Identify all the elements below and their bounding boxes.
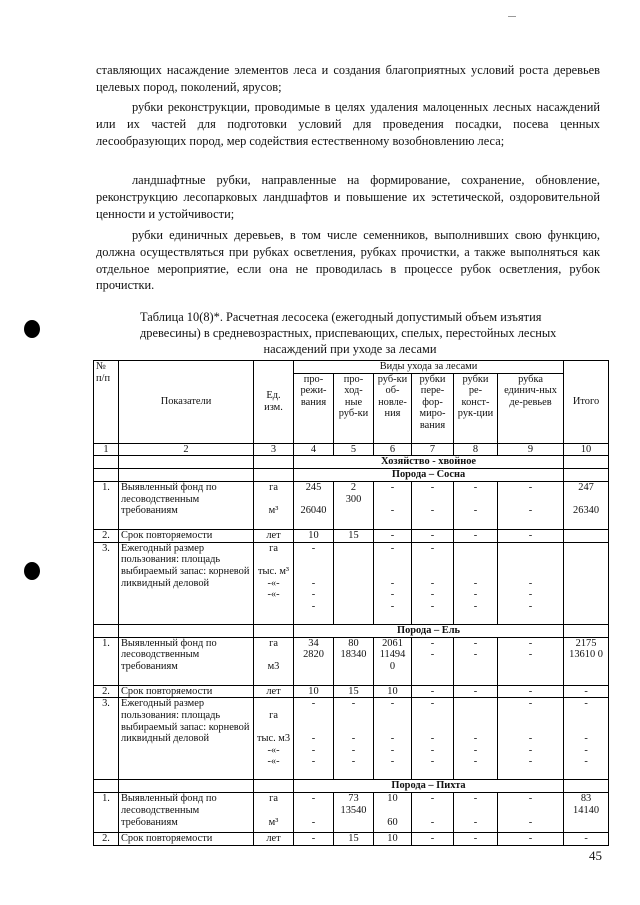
unit-cell: лет [254,530,294,543]
dash: - [430,600,435,612]
row-number: 1. [94,637,119,685]
data-cell: - [454,685,498,698]
value: - [311,793,316,805]
col-num: 3 [254,443,294,456]
dash: - [430,756,435,768]
data-cell [374,793,412,833]
row-label: Выявленный фонд по лесоводственным требованиям [119,637,254,685]
data-cell [454,482,498,530]
row-number: 1. [94,793,119,833]
page-number: 45 [589,848,602,863]
data-cell [374,542,412,624]
unit-cell [254,542,294,624]
header-thinning: про-режи-вания [294,373,334,443]
dash: - [473,577,478,589]
row-label: Ежегодный размер пользования: площадь выбираемый запас: корневой ликвидный деловой [119,698,254,780]
data-cell [294,637,334,685]
value: 2820 [303,649,324,661]
paragraph-4: рубки единичных деревьев, в том числе семенников, выполнивших свою функцию, должна осуществляться при рубках осветления, рубках прочистки, а также выполняться как отдельное мероприятие, если она не проводилась в процессе рубок осветления, рубок прочистки. [96,228,600,293]
value: - [473,505,478,517]
value: - [430,649,435,661]
value: 26040 [300,505,327,517]
dash: - [311,589,316,601]
data-cell [334,482,374,530]
value: 14140 [573,804,600,816]
column-numbers-row [94,443,609,456]
unit-ga: га [269,482,278,494]
data-cell: - [564,685,609,698]
data-cell: 10 [374,685,412,698]
data-cell [412,698,454,780]
row-label: Срок повторяемости [119,530,254,543]
data-cell [454,542,498,624]
unit-cell [254,793,294,833]
header-passing-cuts: про-ход-ные руб-ки [334,373,374,443]
dash: - [311,577,316,589]
ditto: -«- [267,589,280,601]
dash: - [390,542,395,554]
header-unit: Ед. изм. [254,361,294,444]
dash: - [430,733,435,745]
table-caption [140,309,600,357]
dash: - [473,756,478,768]
data-cell [564,530,609,543]
table-row [94,698,609,780]
value: 26340 [573,505,600,517]
data-cell: - [454,530,498,543]
data-cell: - [564,833,609,846]
dash: - [390,733,395,745]
row-number: 2. [94,530,119,543]
data-cell [334,637,374,685]
unit-cell: лет [254,685,294,698]
value: - [430,637,435,649]
data-cell [374,482,412,530]
data-cell: 15 [334,833,374,846]
data-cell [374,637,412,685]
dash: - [528,744,533,756]
value: - [528,816,533,828]
data-cell [498,482,564,530]
value: 2 [350,482,357,494]
col-num: 1 [94,443,119,456]
header-reconstruction-cuts: рубки ре-конст-рук-ции [454,373,498,443]
header-indicators: Показатели [119,361,254,444]
value: 83 [580,793,592,805]
data-cell [412,637,454,685]
dash: - [311,744,316,756]
dash: - [473,733,478,745]
section-farm: Хозяйство - хвойное [294,456,564,469]
dash: - [351,744,356,756]
data-cell [454,793,498,833]
header-reformation-cuts: рубки пере-фор-миро-вания [412,373,454,443]
dash: - [311,600,316,612]
table-row [94,530,609,543]
value: - [473,793,478,805]
value: 73 [348,793,359,805]
value: - [430,482,435,494]
dash: - [390,600,395,612]
dash: - [584,698,588,710]
dash: - [473,589,478,601]
dash: - [528,577,533,589]
value: 13610 0 [569,649,603,661]
dash: - [584,756,588,768]
table-row [94,637,609,685]
value: - [311,816,316,828]
dash: - [584,733,588,745]
dash: - [351,698,356,710]
header-number: № п/п [94,361,119,444]
value: - [390,505,395,517]
data-cell: - [374,530,412,543]
unit-tys-m3: тыс. м³ [257,565,290,577]
value: - [473,482,478,494]
punch-hole-top [24,320,40,338]
value: 300 [345,493,362,505]
unit-m3: м³ [268,505,279,517]
col-num: 9 [498,443,564,456]
value: - [430,505,435,517]
ditto: -«- [267,756,280,768]
unit-ga: га [269,637,278,649]
value: - [473,649,478,661]
value: - [528,482,533,494]
dash: - [528,600,533,612]
dash: - [390,589,395,601]
data-cell [412,542,454,624]
paragraph-3: ландшафтные рубки, направленные на формирование, сохранение, обновление, реконструкцию лесопарковых ландшафтов и повышение их эстетической, оздоровительной ценности и устойчивости; [96,173,600,221]
table-row [94,542,609,624]
data-cell [498,793,564,833]
value: - [473,637,478,649]
value: 2175 [575,637,597,649]
value: - [473,816,478,828]
data-cell: - [498,530,564,543]
value: - [528,649,533,661]
row-number: 2. [94,833,119,846]
forest-cutting-table [93,360,609,846]
dash: - [430,577,435,589]
punch-hole-bottom [24,562,40,580]
unit-cell [254,698,294,780]
dash: - [430,542,435,554]
caption-line-2: древесины) в средневозрастных, приспевающих, спелых, перестойных лесных [140,326,557,340]
unit-cell: лет [254,833,294,846]
dash: - [311,733,316,745]
col-num: 6 [374,443,412,456]
data-cell: - [498,833,564,846]
data-cell [564,793,609,833]
data-cell [454,637,498,685]
data-cell [564,482,609,530]
ditto: -«- [267,577,280,589]
data-cell: 15 [334,685,374,698]
value: 10 [387,793,398,805]
dash: - [311,756,316,768]
data-cell: 10 [294,530,334,543]
caption-line-3: насаждений при уходе за лесами [263,342,437,356]
dash: - [390,744,395,756]
dash: - [430,589,435,601]
col-num: 10 [564,443,609,456]
breed-spruce: Порода – Ель [294,624,564,637]
value: 18340 [340,649,367,661]
data-cell [412,793,454,833]
data-cell [294,793,334,833]
value: - [430,816,435,828]
dash: - [584,744,588,756]
unit-cell [254,637,294,685]
unit-cell [254,482,294,530]
row-label: Ежегодный размер пользования: площадь выбираемый запас: корневой ликвидный деловой [119,542,254,624]
row-label: Срок повторяемости [119,833,254,846]
col-num: 7 [412,443,454,456]
data-cell: - [294,833,334,846]
data-cell [498,698,564,780]
dash: - [311,698,316,710]
col-num: 2 [119,443,254,456]
table-row [94,793,609,833]
dash: - [390,577,395,589]
value: 13540 [340,804,367,816]
data-cell: - [412,685,454,698]
data-cell: - [498,685,564,698]
data-cell: - [454,833,498,846]
data-cell [294,482,334,530]
value: - [528,637,533,649]
header-single-tree-cuts: рубка единич-ных де-ревьев [498,373,564,443]
dash: - [528,589,533,601]
dash: - [390,756,395,768]
data-cell: 15 [334,530,374,543]
dash: - [528,733,533,745]
data-cell [564,637,609,685]
data-cell: 10 [294,685,334,698]
header-renewal-cuts: руб-ки об-новле-ния [374,373,412,443]
data-cell [498,637,564,685]
value: - [528,793,533,805]
data-cell [334,698,374,780]
row-label: Выявленный фонд по лесоводственным требованиям [119,793,254,833]
row-number: 3. [94,698,119,780]
dash: - [430,698,435,710]
value: 245 [305,482,322,494]
value: - [528,505,533,517]
data-cell: 10 [374,833,412,846]
col-num: 5 [334,443,374,456]
dash: - [473,600,478,612]
ditto: -«- [267,744,280,756]
row-label: Срок повторяемости [119,685,254,698]
row-number: 1. [94,482,119,530]
dash: - [351,756,356,768]
data-cell: - [412,530,454,543]
value: 11494 0 [379,649,406,672]
data-cell [498,542,564,624]
table-row [94,685,609,698]
value: - [430,793,435,805]
dash: - [528,698,533,710]
dash: - [351,733,356,745]
col-num: 4 [294,443,334,456]
unit-ga: га [269,709,278,721]
data-cell [412,482,454,530]
unit-ga: га [269,793,278,805]
dash: - [311,542,316,554]
table-row [94,482,609,530]
caption-line-1: Таблица 10(8)*. Расчетная лесосека (ежегодный допустимый объем изъятия [140,310,542,324]
data-cell [374,698,412,780]
dash: - [390,698,395,710]
value: 80 [348,637,359,649]
header-care-types: Виды ухода за лесами [294,361,564,374]
paragraph-1: ставляющих насаждение элементов леса и создания благоприятных условий роста деревьев целевых пород, поколений, ярусов; [96,63,600,94]
scan-mark [508,16,516,17]
data-cell [454,698,498,780]
dash: - [473,744,478,756]
col-num: 8 [454,443,498,456]
row-number: 3. [94,542,119,624]
dash: - [430,744,435,756]
breed-pine: Порода – Сосна [294,469,564,482]
data-cell [564,698,609,780]
breed-fir: Порода – Пихта [294,780,564,793]
value: 34 [308,637,319,649]
row-number: 2. [94,685,119,698]
unit-ga: га [269,542,278,554]
dash: - [528,756,533,768]
value: - [390,482,395,494]
unit-m3: м³ [268,816,279,828]
unit-tys-m3: тыс. м3 [256,733,291,745]
unit-m3: м3 [267,660,280,672]
value: 2061 [382,637,403,649]
table-row [94,833,609,846]
data-cell: - [412,833,454,846]
value: 247 [578,482,594,494]
paragraph-2: рубки реконструкции, проводимые в целях удаления малоценных лесных насаждений или их частей для подготовки условий для проведения посадки, посева ценных лесообразующих пород, мер содействия естественному возобновлению леса; [96,100,600,148]
header-total: Итого [564,361,609,444]
row-label: Выявленный фонд по лесоводственным требованиям [119,482,254,530]
data-cell [334,793,374,833]
data-cell [294,698,334,780]
value: 60 [387,816,398,828]
data-cell [294,542,334,624]
